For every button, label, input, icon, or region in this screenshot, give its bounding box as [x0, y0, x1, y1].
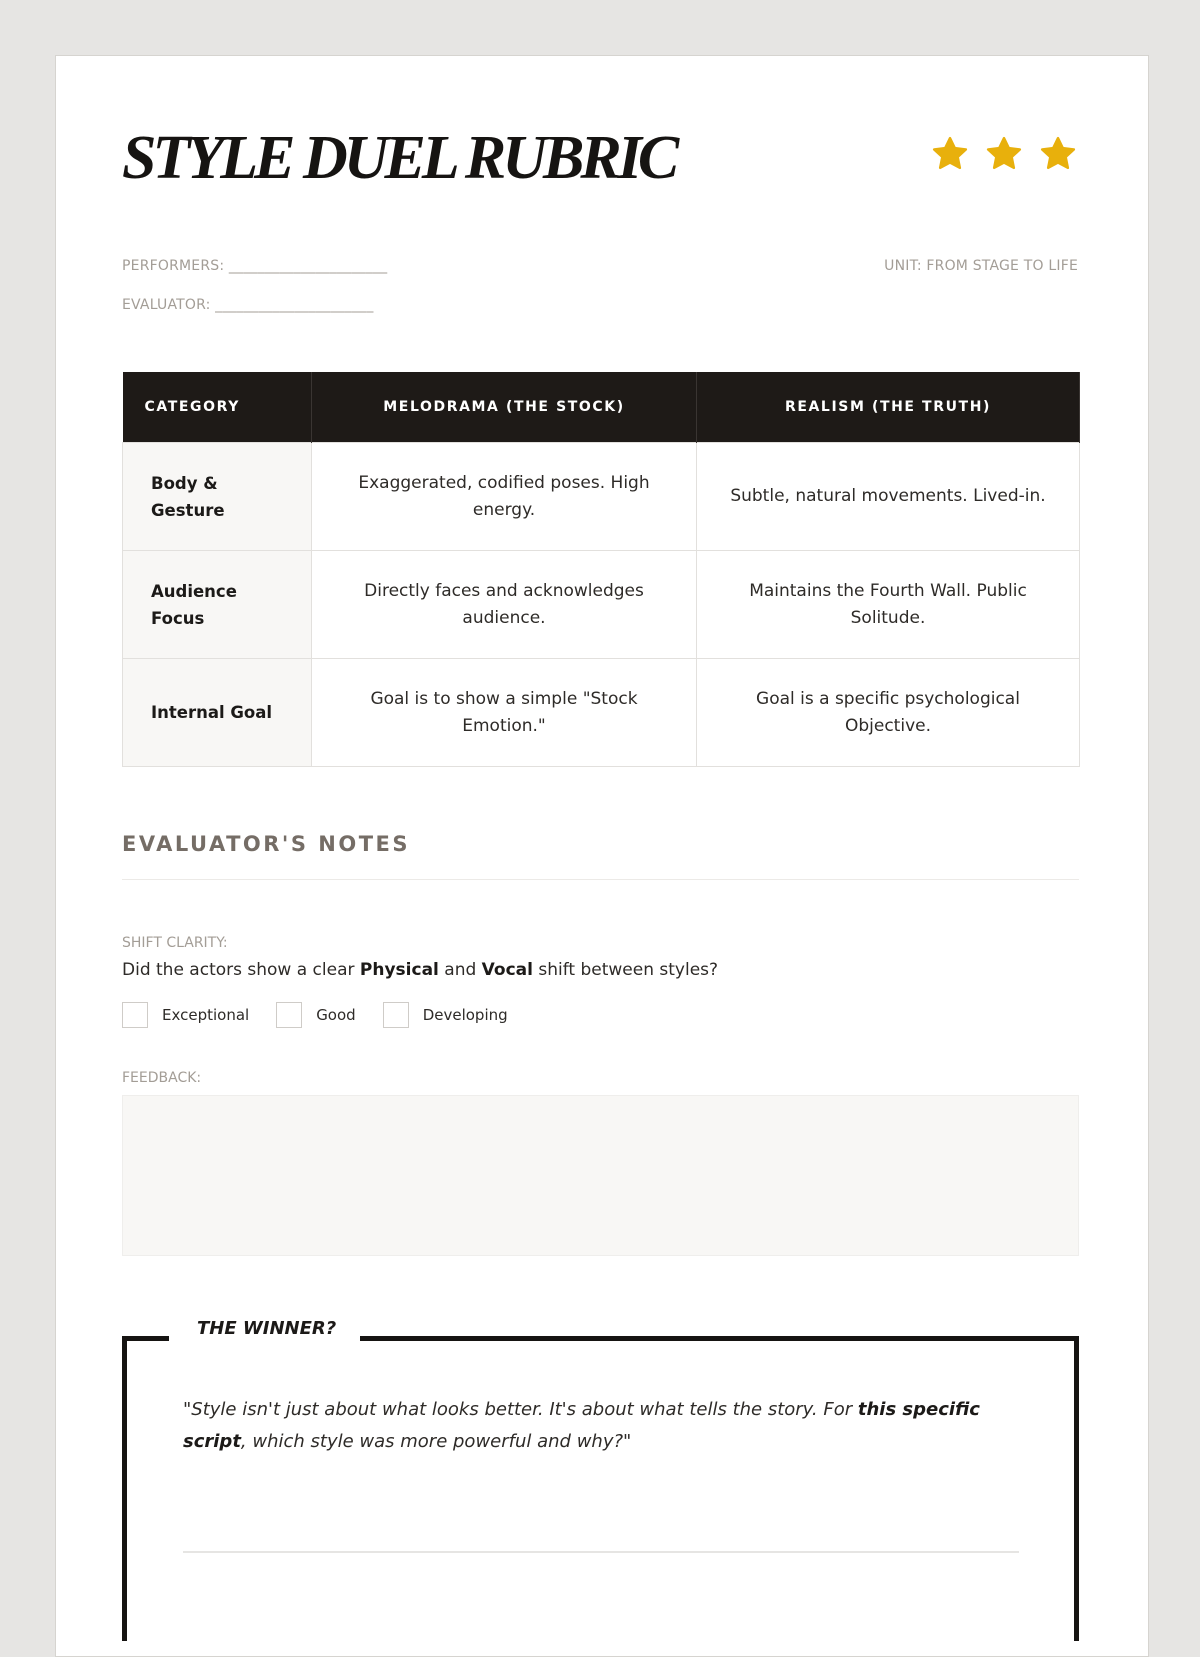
column-header-realism: REALISM (THE TRUTH)	[697, 372, 1080, 443]
question-text: Did the actors show a clear	[122, 960, 360, 980]
melodrama-cell: Goal is to show a simple "Stock Emotion."	[312, 659, 697, 767]
winner-box	[122, 1336, 1079, 1641]
column-header-melodrama: MELODRAMA (THE STOCK)	[312, 372, 697, 443]
option-label: Good	[316, 1006, 356, 1024]
prompt-text: "Style isn't just about what looks better. It's about what tells the story. For	[183, 1399, 858, 1420]
column-header-category: CATEGORY	[123, 372, 312, 443]
prompt-text: , which style was more powerful and why?"	[240, 1431, 632, 1452]
table-row	[123, 443, 1080, 551]
realism-cell: Subtle, natural movements. Lived-in.	[697, 443, 1080, 551]
rubric-table	[122, 372, 1080, 767]
checkbox-developing[interactable]	[383, 1002, 409, 1028]
shift-question	[122, 960, 718, 980]
star-rating	[930, 134, 1078, 174]
rating-options	[122, 1002, 535, 1028]
winner-heading: THE WINNER?	[169, 1316, 360, 1342]
winner-prompt	[183, 1394, 983, 1458]
row-category: Body & Gesture	[123, 443, 312, 551]
realism-cell: Goal is a specific psychological Objective.	[697, 659, 1080, 767]
checkbox-exceptional[interactable]	[122, 1002, 148, 1028]
evaluator-field[interactable]: EVALUATOR: ______________________	[122, 297, 374, 313]
row-category: Audience Focus	[123, 551, 312, 659]
question-text: and	[438, 960, 482, 980]
unit-label: UNIT: FROM STAGE TO LIFE	[884, 258, 1078, 274]
answer-line[interactable]	[183, 1551, 1019, 1553]
realism-cell: Maintains the Fourth Wall. Public Solitude.	[697, 551, 1080, 659]
notes-divider	[122, 879, 1079, 880]
table-row	[123, 659, 1080, 767]
question-emphasis-vocal: Vocal	[481, 960, 533, 980]
shift-clarity-label: SHIFT CLARITY:	[122, 935, 228, 951]
prompt-emphasis: this specific script	[183, 1399, 980, 1452]
melodrama-cell: Exaggerated, codified poses. High energy.	[312, 443, 697, 551]
performers-field[interactable]: PERFORMERS: ______________________	[122, 258, 388, 274]
table-row	[123, 551, 1080, 659]
feedback-textarea[interactable]	[122, 1095, 1079, 1256]
page-title: STYLE DUEL RUBRIC	[122, 124, 676, 192]
table-header-row	[123, 372, 1080, 443]
star-icon	[984, 134, 1024, 174]
notes-heading: EVALUATOR'S NOTES	[122, 832, 411, 856]
checkbox-good[interactable]	[276, 1002, 302, 1028]
star-icon	[930, 134, 970, 174]
question-text: shift between styles?	[532, 960, 719, 980]
question-emphasis-physical: Physical	[359, 960, 439, 980]
star-icon	[1038, 134, 1078, 174]
row-category: Internal Goal	[123, 659, 312, 767]
option-label: Exceptional	[162, 1006, 250, 1024]
feedback-label: FEEDBACK:	[122, 1070, 202, 1086]
melodrama-cell: Directly faces and acknowledges audience.	[312, 551, 697, 659]
option-label: Developing	[422, 1006, 508, 1024]
